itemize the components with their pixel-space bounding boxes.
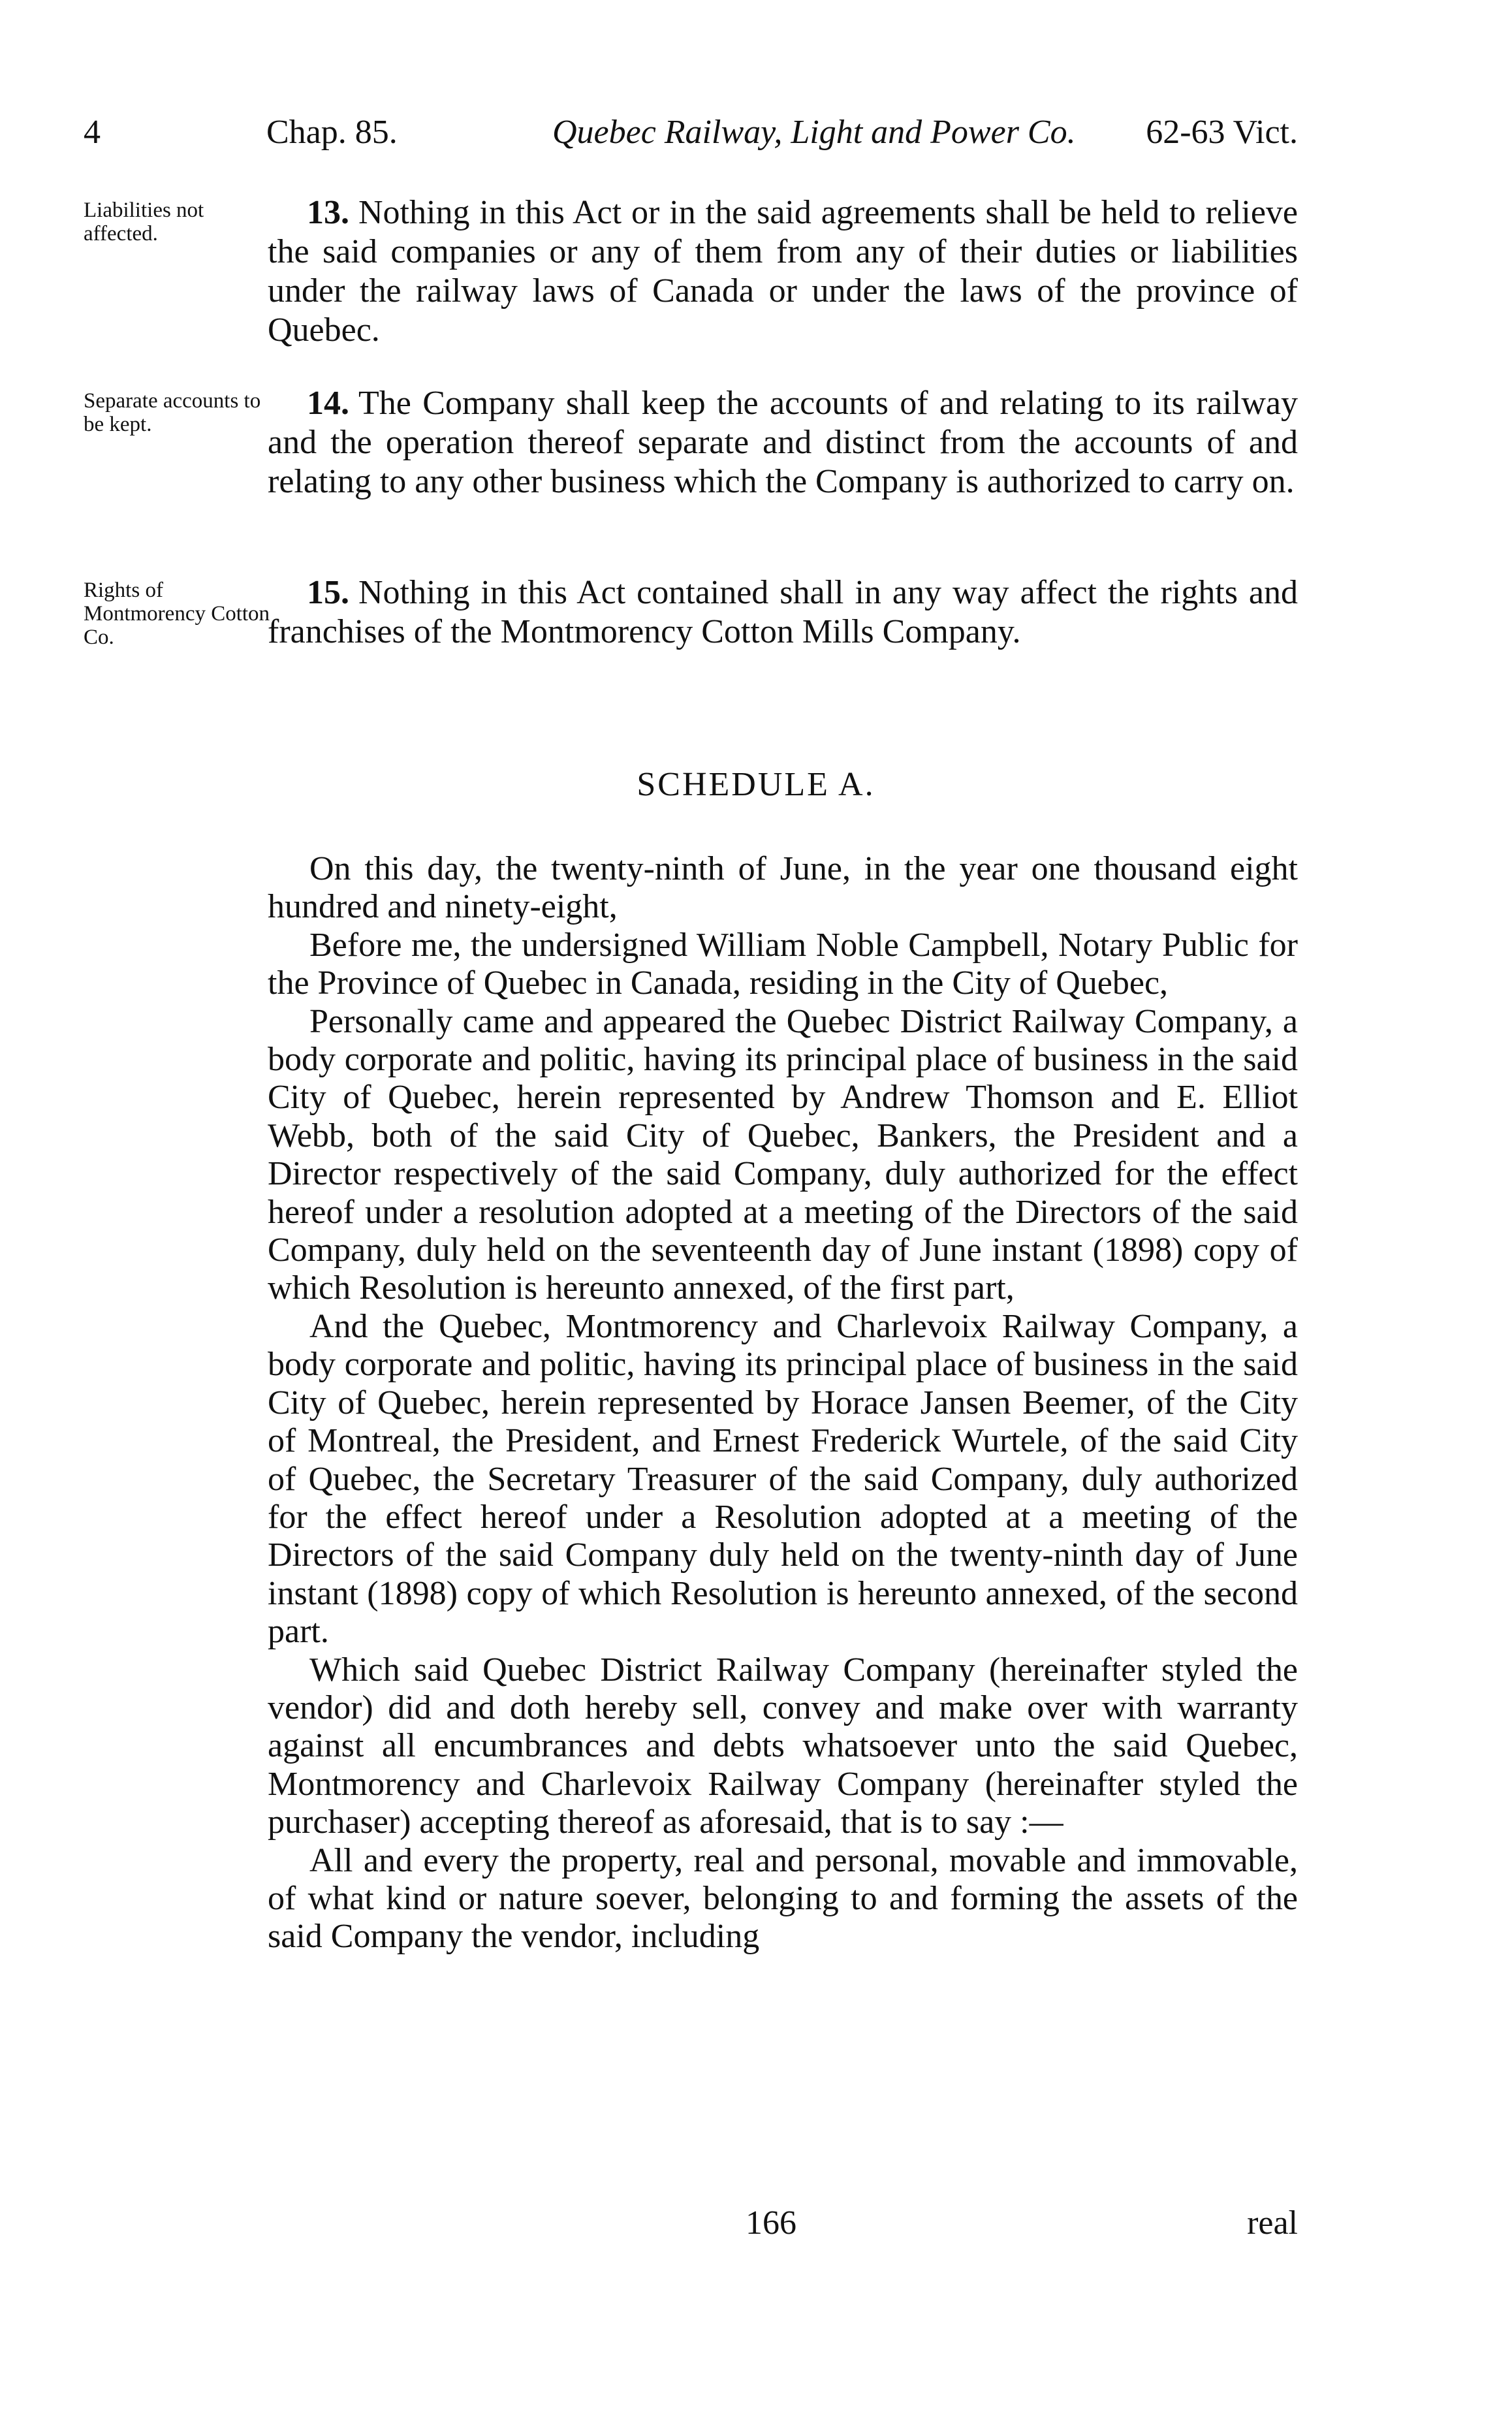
section-number: 15.: [307, 574, 349, 611]
section-text: [268, 384, 1298, 501]
regnal-year: 62-63 Vict.: [1146, 114, 1298, 151]
running-header: [84, 110, 1298, 155]
schedule-paragraph: And the Quebec, Montmorency and Charlevoix Railway Company, a body corporate and politic, having its principal place of business in the said City of Quebec, herein represented by Horace Jansen Beemer, of the City of Montreal, the President, and Ernest Frederick Wurtele, of the said City of Quebec, the Secretary Treasurer of the said Company, duly authorized for the effect hereof under a Resolution adopted at a meeting of the Directors of the said Company duly held on the twenty-ninth day of June instant (1898) copy of which Resolution is hereunto annexed, of the second part.: [268, 1307, 1298, 1651]
schedule-paragraph: Personally came and appeared the Quebec District Railway Company, a body corporate and politic, having its principal place of business in the said City of Quebec, herein represented by Andrew Thomson and E. Elliot Webb, both of the said City of Quebec, Bankers, the President and a Director respectively of the said Company, duly authorized for the effect hereof under a resolution adopted at a meeting of the Directors of the said Company, duly held on the seventeenth day of June instant (1898) copy of which Resolution is hereunto annexed, of the first part,: [268, 1002, 1298, 1307]
schedule-paragraph: On this day, the twenty-ninth of June, in the year one thousand eight hundred and ninety-eight,: [268, 850, 1298, 926]
schedule-paragraph: Which said Quebec District Railway Company (hereinafter styled the vendor) did and doth hereby sell, convey and make over with warranty against all encumbrances and debts whatsoever unto the said Quebec, Montmorency and Charlevoix Railway Company (hereinafter styled the purchaser) accepting thereof as aforesaid, that is to say :—: [268, 1651, 1298, 1841]
schedule-heading: SCHEDULE A.: [637, 766, 875, 803]
section-number: 14.: [307, 385, 349, 422]
chapter-label: Chap. 85.: [266, 114, 398, 151]
section-body: Nothing in this Act contained shall in any way affect the rights and franchises of the Montmorency Cotton Mills Company.: [268, 574, 1298, 650]
section-body: The Company shall keep the accounts of and relating to its railway and the operation thereof separate and distinct from the accounts of and relating to any other business which the Company is authorized to carry on.: [268, 385, 1298, 500]
section-number: 13.: [307, 194, 349, 231]
page-footer: [268, 2200, 1298, 2246]
schedule-body: [268, 850, 1298, 1956]
act-title: Quebec Railway, Light and Power Co.: [552, 114, 1076, 151]
margin-note: Liabilities not affected.: [84, 198, 204, 246]
page-number: 4: [84, 114, 101, 151]
catchword: real: [1247, 2204, 1298, 2242]
section-text: [268, 573, 1298, 652]
sheet-number: 166: [746, 2204, 796, 2242]
schedule-paragraph: Before me, the undersigned William Noble Campbell, Notary Public for the Province of Quebec in Canada, residing in the City of Quebec,: [268, 926, 1298, 1002]
section-body: Nothing in this Act or in the said agreements shall be held to relieve the said companies or any of them from any of their duties or liabilities under the railway laws of Canada or under the laws of the province of Quebec.: [268, 194, 1298, 349]
schedule-paragraph: All and every the property, real and personal, movable and immovable, of what kind or nature soever, belonging to and forming the assets of the said Company the vendor, including: [268, 1841, 1298, 1956]
margin-note: Rights of Montmorency Cotton Co.: [84, 579, 270, 649]
section-text: [268, 193, 1298, 350]
margin-note: Separate accounts to be kept.: [84, 389, 261, 436]
